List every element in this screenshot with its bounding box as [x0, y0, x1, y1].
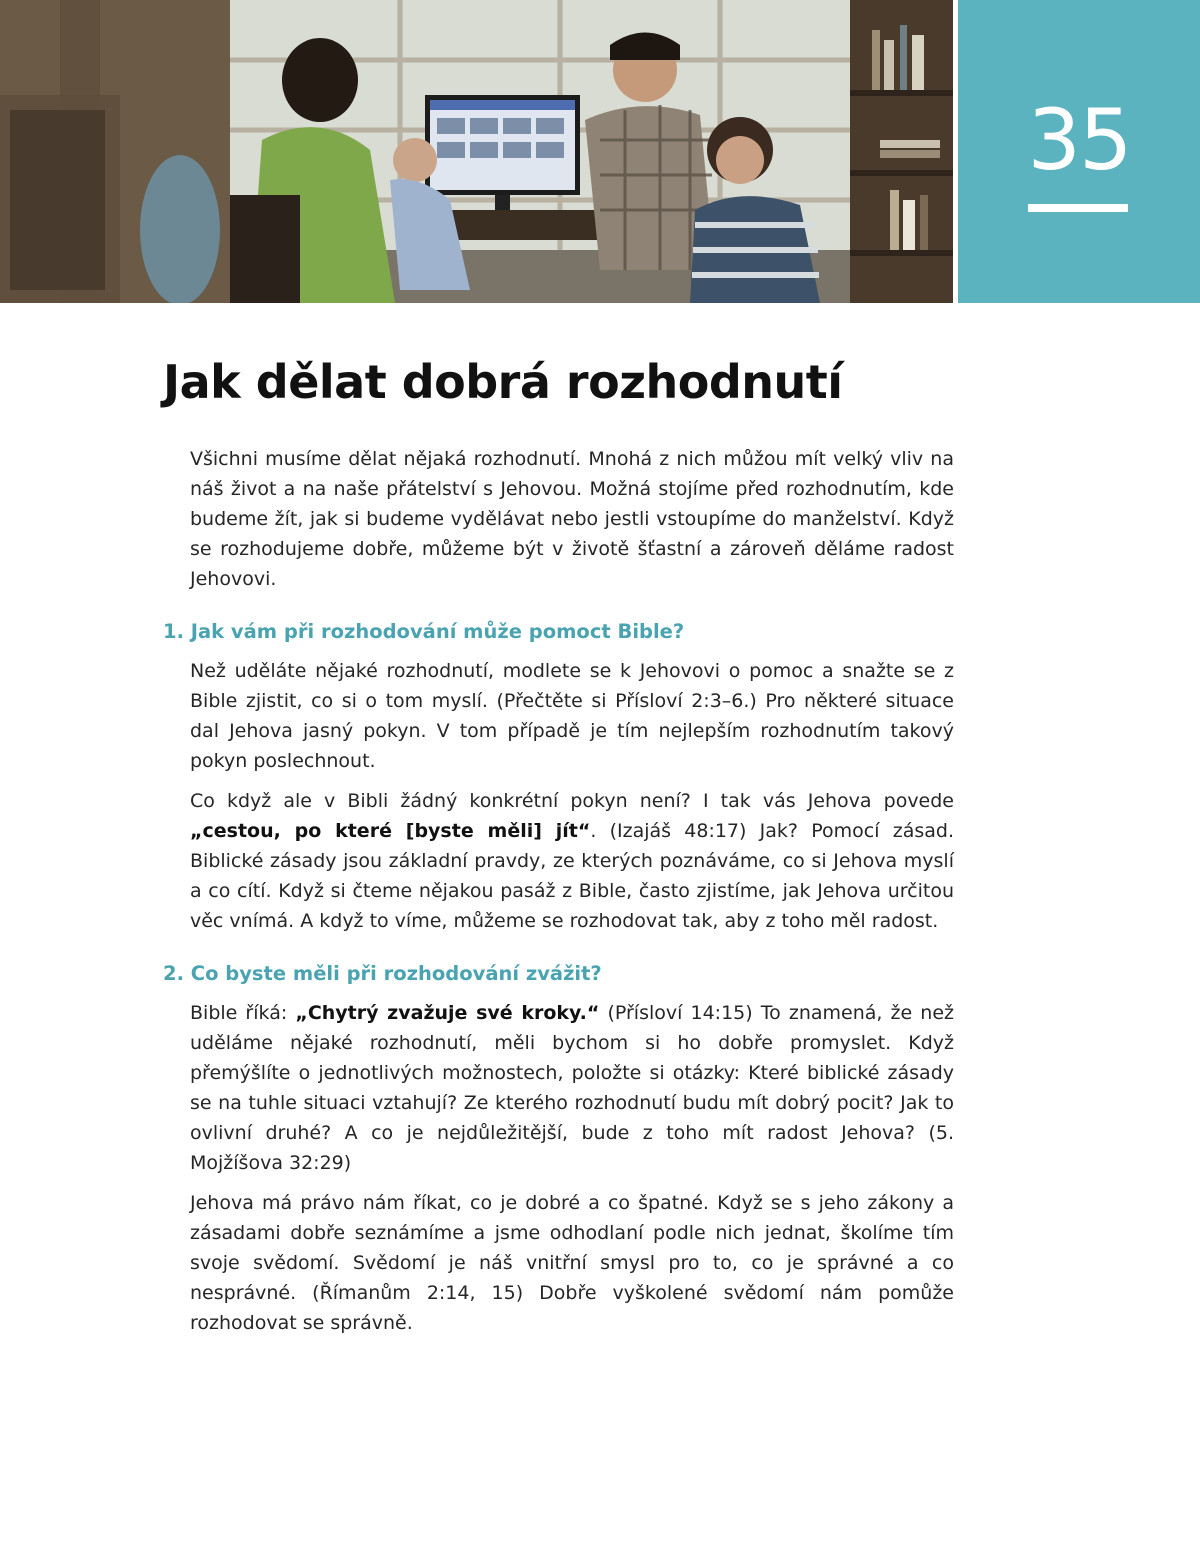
- text-run: Bible říká:: [190, 1002, 296, 1024]
- section-1-paragraph-2: [190, 786, 954, 936]
- scripture-quote: „cestou, po které [byste měli] jít“: [190, 820, 591, 842]
- text-run: (Přísloví 14:15) To znamená, že než uděláme nějaké rozhodnutí, měli bychom si ho dobře promyslet. Když přemýšlíte o jednotlivých možnostech, položte si otázky: Které biblické zásady se na tuhle situaci vztahují? Ze kterého rozhodnutí budu mít dobrý pocit? Jak to ovlivní druhé? A co je nejdůležitější, bude z toho mít radost Jehova? (5. Mojžíšova 32:29): [190, 1002, 954, 1174]
- chapter-underline: [1028, 204, 1128, 212]
- text-run: Co když ale v Bibli žádný konkrétní pokyn není? I tak vás Jehova povede: [190, 790, 954, 812]
- intro-paragraph: Všichni musíme dělat nějaká rozhodnutí. Mnohá z nich můžou mít velký vliv na náš život a na naše přátelství s Jehovou. Možná stojíme před rozhodnutím, kde budeme žít, jak si budeme vydělávat nebo jestli vstoupíme do manželství. Když se rozhodujeme dobře, můžeme být v životě šťastní a zároveň děláme radost Jehovovi.: [190, 448, 954, 590]
- chapter-number: 35: [1027, 91, 1131, 189]
- chapter-badge: [958, 0, 1200, 303]
- question-heading-1: 1. Jak vám při rozhodování může pomoct Bible?: [163, 620, 685, 643]
- article-body: [163, 444, 954, 1348]
- section-2-paragraph-2: Jehova má právo nám říkat, co je dobré a co špatné. Když se s jeho zákony a zásadami dobře seznámíme a jsme odhodlaní podle nich jednat, školíme tím svoje svědomí. Svědomí je náš vnitřní smysl pro to, co je správné a co nesprávné. (Římanům 2:14, 15) Dobře vyškolené svědomí nám pomůže rozhodovat se správně.: [190, 1192, 954, 1334]
- section-2-paragraph-1: [190, 998, 954, 1178]
- scripture-quote: „Chytrý zvažuje své kroky.“: [295, 1002, 600, 1024]
- section-1-paragraph-1: Než uděláte nějaké rozhodnutí, modlete se k Jehovovi o pomoc a snažte se z Bible zjistit, co si o tom myslí. (Přečtěte si Přísloví 2:3–6.) Pro některé situace dal Jehova jasný pokyn. V tom případě je tím nejlepším rozhodnutím takový pokyn poslechnout.: [190, 660, 954, 772]
- family-at-computer-illustration: [0, 0, 953, 303]
- hero-photo: [0, 0, 953, 303]
- question-heading-2: 2. Co byste měli při rozhodování zvážit?: [163, 962, 602, 985]
- text-run: . (Izajáš 48:17) Jak? Pomocí zásad. Biblické zásady jsou základní pravdy, ze kterých poznáváme, co si Jehova myslí a co cítí. Když si čteme nějakou pasáž z Bible, často zjistíme, jak Jehova určitou věc vnímá. A když to víme, můžeme se rozhodovat tak, aby z toho měl radost.: [190, 820, 954, 932]
- page-title: Jak dělat dobrá rozhodnutí: [163, 355, 843, 409]
